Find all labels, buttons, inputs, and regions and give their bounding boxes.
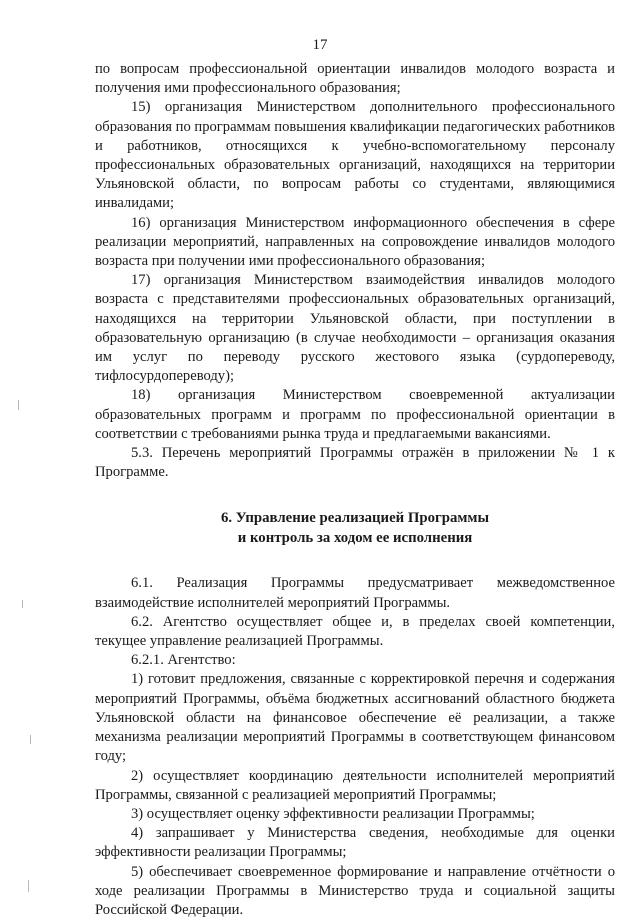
paragraph: 17) организация Министерством взаимодействия инвалидов молодого возраста с представителями профессиональных образовательных организаций, находящихся на территории Ульяновской области, при поступлении в образовательную организацию (в случае необходимости – организация оказания им услуг по переводу русского жестового языка (сурдопереводу, тифлосурдопереводу); [95, 272, 615, 385]
paragraph: 16) организация Министерством информационного обеспечения в сфере реализации мероприятий, направленных на сопровождение инвалидов молодого возраста при получении ими профессионального образования; [95, 214, 615, 270]
paragraph: 1) готовит предложения, связанные с корректировкой перечня и содержания мероприятий Программы, объёма бюджетных ассигнований областного бюджета Ульяновской области на финансовое обеспечение её реализации, а также механизма реализации мероприятий Программы в соответствующем финансовом году; [95, 671, 615, 765]
paragraphs-after-heading [95, 574, 615, 920]
scan-mark [18, 400, 19, 410]
paragraph: 2) осуществляет координацию деятельности исполнителей мероприятий Программы, связанной с реализацией мероприятий Программы; [95, 767, 615, 803]
section-heading [95, 508, 615, 548]
section-heading-line-2: и контроль за ходом ее исполнения [237, 530, 473, 547]
section-heading-line-1: 6. Управление реализацией Программы [220, 510, 490, 527]
paragraph: 6.2.1. Агентство: [131, 652, 236, 669]
paragraph: по вопросам профессиональной ориентации инвалидов молодого возраста и получения ими профессионального образования; [95, 61, 615, 97]
paragraph: 15) организация Министерством дополнительного профессионального образования по программам повышения квалификации педагогических работников и работников, относящихся к учебно-вспомогательному персоналу профессиональных образовательных организаций, находящихся на территории Ульяновской области, по вопросам работы со студентами, являющимися инвалидами; [95, 99, 616, 212]
paragraph: 5.3. Перечень мероприятий Программы отражён в приложении № 1 к Программе. [95, 445, 615, 481]
paragraph: 6.2. Агентство осуществляет общее и, в пределах своей компетенции, текущее управление реализацией Программы. [95, 613, 615, 650]
paragraph: 4) запрашивает у Министерства сведения, необходимые для оценки эффективности реализации Программы; [95, 825, 615, 861]
scan-mark [22, 600, 23, 608]
document-body [95, 60, 615, 920]
paragraph: 3) осуществляет оценку эффективности реализации Программы; [131, 805, 535, 822]
paragraph: 5) обеспечивает своевременное формирование и направление отчётности о ходе реализации Программы в Министерство труда и социальной защиты Российской Федерации. [95, 863, 615, 918]
scan-mark [30, 735, 31, 744]
scan-mark [28, 880, 29, 892]
paragraph: 6.1. Реализация Программы предусматривает межведомственное взаимодействие исполнителей мероприятий Программы. [95, 575, 615, 611]
paragraphs-before-heading [95, 60, 615, 482]
paragraph: 18) организация Министерством своевременной актуализации образовательных программ и программ по профессиональной ориентации в соответствии с требованиями рынка труда и предлагаемыми вакансиями. [95, 387, 615, 442]
page-number: 17 [312, 37, 328, 53]
